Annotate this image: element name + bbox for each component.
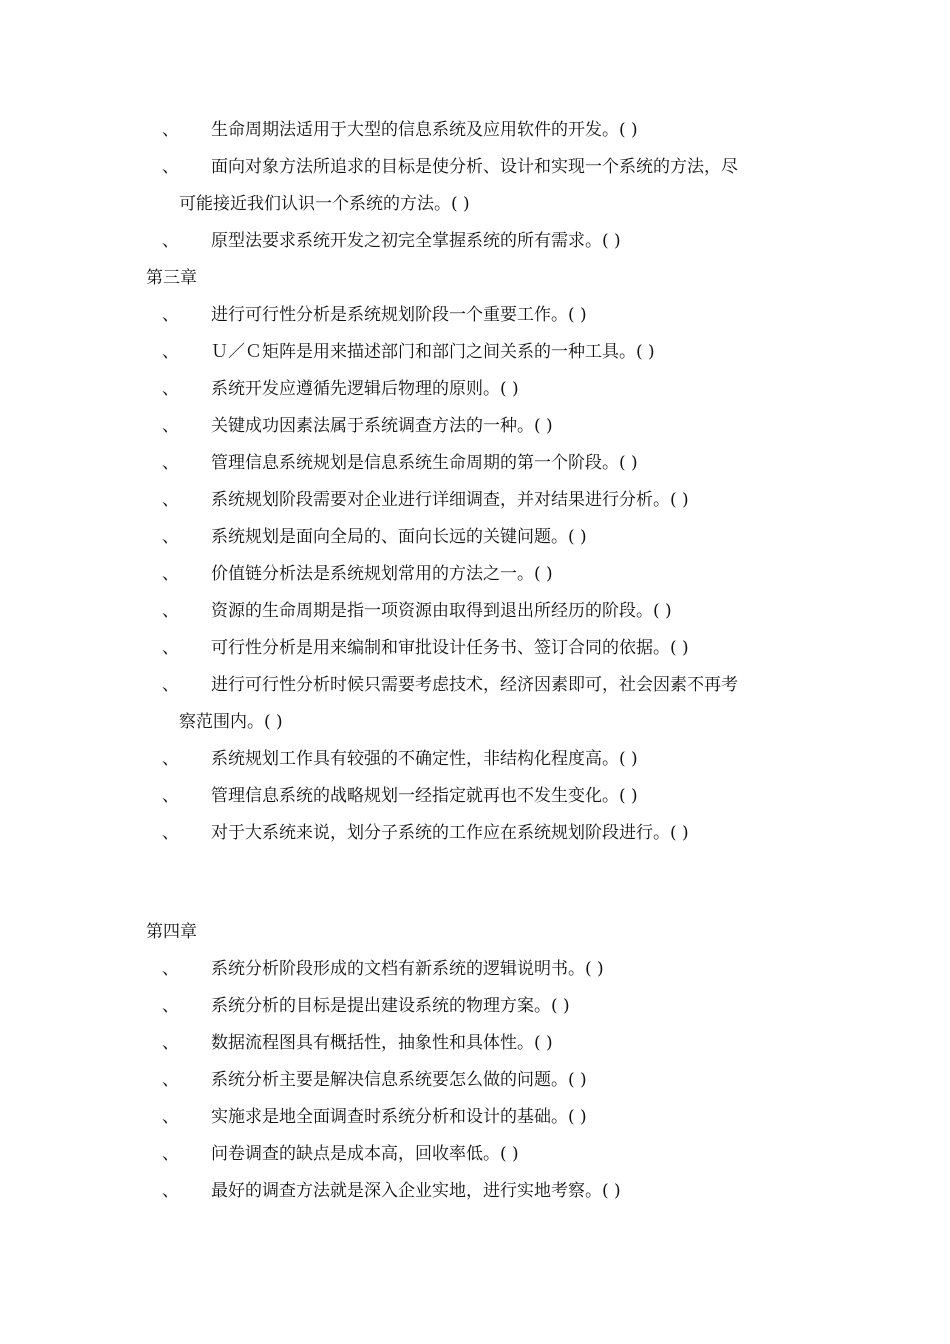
question-item <box>0 149 950 223</box>
list-marker: 、 <box>162 120 179 140</box>
question-text: 系统开发应遵循先逻辑后物理的原则。( ) <box>211 379 519 399</box>
question-text: 问卷调查的缺点是成本高，回收率低。( ) <box>211 1144 519 1164</box>
question-text: 系统分析阶段形成的文档有新系统的逻辑说明书。( ) <box>211 959 604 979</box>
question-text: 最好的调查方法就是深入企业实地，进行实地考察。( ) <box>211 1181 621 1201</box>
list-marker: 、 <box>162 823 179 843</box>
list-marker: 、 <box>162 379 179 399</box>
chapter-heading: 第四章 <box>146 922 197 942</box>
question-text: 系统规划阶段需要对企业进行详细调查，并对结果进行分析。( ) <box>211 490 689 510</box>
question-item <box>0 1173 950 1210</box>
section-spacer <box>0 852 950 914</box>
question-text: 系统规划是面向全局的、面向长远的关键问题。( ) <box>211 527 587 547</box>
question-text: 系统规划工作具有较强的不确定性，非结构化程度高。( ) <box>211 749 638 769</box>
question-item <box>0 778 950 815</box>
question-item <box>0 741 950 778</box>
question-item <box>0 1136 950 1173</box>
question-text: 原型法要求系统开发之初完全掌握系统的所有需求。( ) <box>211 231 621 251</box>
chapter-heading: 第三章 <box>146 268 197 288</box>
list-marker: 、 <box>162 453 179 473</box>
list-marker: 、 <box>162 231 179 251</box>
question-text: 关键成功因素法属于系统调查方法的一种。( ) <box>211 416 553 436</box>
list-marker: 、 <box>162 959 179 979</box>
question-item <box>0 112 950 149</box>
question-item <box>0 445 950 482</box>
question-text: 数据流程图具有概括性，抽象性和具体性。( ) <box>211 1033 553 1053</box>
question-text: 进行可行性分析时候只需要考虑技术，经济因素即可，社会因素不再考 <box>211 675 738 695</box>
question-text: 面向对象方法所追求的目标是使分析、设计和实现一个系统的方法，尽 <box>211 157 738 177</box>
list-marker: 、 <box>162 490 179 510</box>
chapter-section <box>0 260 950 852</box>
question-item <box>0 408 950 445</box>
question-item <box>0 556 950 593</box>
question-text: 价值链分析法是系统规划常用的方法之一。( ) <box>211 564 553 584</box>
list-marker: 、 <box>162 1070 179 1090</box>
list-marker: 、 <box>162 996 179 1016</box>
question-text: 生命周期法适用于大型的信息系统及应用软件的开发。( ) <box>211 120 638 140</box>
list-marker: 、 <box>162 749 179 769</box>
question-text: 系统分析的目标是提出建设系统的物理方案。( ) <box>211 996 570 1016</box>
question-item <box>0 1062 950 1099</box>
question-text-continued: 察范围内。( ) <box>179 712 283 732</box>
question-item <box>0 593 950 630</box>
question-text: 进行可行性分析是系统规划阶段一个重要工作。( ) <box>211 305 587 325</box>
question-text: 可行性分析是用来编制和审批设计任务书、签订合同的依据。( ) <box>211 638 689 658</box>
question-text: 管理信息系统的战略规划一经指定就再也不发生变化。( ) <box>211 786 638 806</box>
question-item <box>0 667 950 741</box>
question-item <box>0 1025 950 1062</box>
chapter-section <box>0 112 950 260</box>
question-text: Ｕ／Ｃ矩阵是用来描述部门和部门之间关系的一种工具。( ) <box>211 342 655 362</box>
question-item <box>0 988 950 1025</box>
list-marker: 、 <box>162 157 179 177</box>
question-item <box>0 815 950 852</box>
list-marker: 、 <box>162 1107 179 1127</box>
question-item <box>0 951 950 988</box>
list-marker: 、 <box>162 342 179 362</box>
question-text: 管理信息系统规划是信息系统生命周期的第一个阶段。( ) <box>211 453 638 473</box>
list-marker: 、 <box>162 305 179 325</box>
list-marker: 、 <box>162 527 179 547</box>
question-text-continued: 可能接近我们认识一个系统的方法。( ) <box>179 194 470 214</box>
question-text: 实施求是地全面调查时系统分析和设计的基础。( ) <box>211 1107 587 1127</box>
question-item <box>0 519 950 556</box>
list-marker: 、 <box>162 638 179 658</box>
list-marker: 、 <box>162 786 179 806</box>
question-item <box>0 334 950 371</box>
question-item <box>0 297 950 334</box>
list-marker: 、 <box>162 1144 179 1164</box>
question-text: 资源的生命周期是指一项资源由取得到退出所经历的阶段。( ) <box>211 601 672 621</box>
question-item <box>0 1099 950 1136</box>
document-page <box>0 112 950 1210</box>
list-marker: 、 <box>162 416 179 436</box>
list-marker: 、 <box>162 1033 179 1053</box>
question-item <box>0 482 950 519</box>
list-marker: 、 <box>162 601 179 621</box>
list-marker: 、 <box>162 1181 179 1201</box>
list-marker: 、 <box>162 675 179 695</box>
question-text: 对于大系统来说，划分子系统的工作应在系统规划阶段进行。( ) <box>211 823 689 843</box>
question-item <box>0 223 950 260</box>
list-marker: 、 <box>162 564 179 584</box>
question-item <box>0 630 950 667</box>
question-item <box>0 371 950 408</box>
chapter-section <box>0 914 950 1210</box>
question-text: 系统分析主要是解决信息系统要怎么做的问题。( ) <box>211 1070 587 1090</box>
